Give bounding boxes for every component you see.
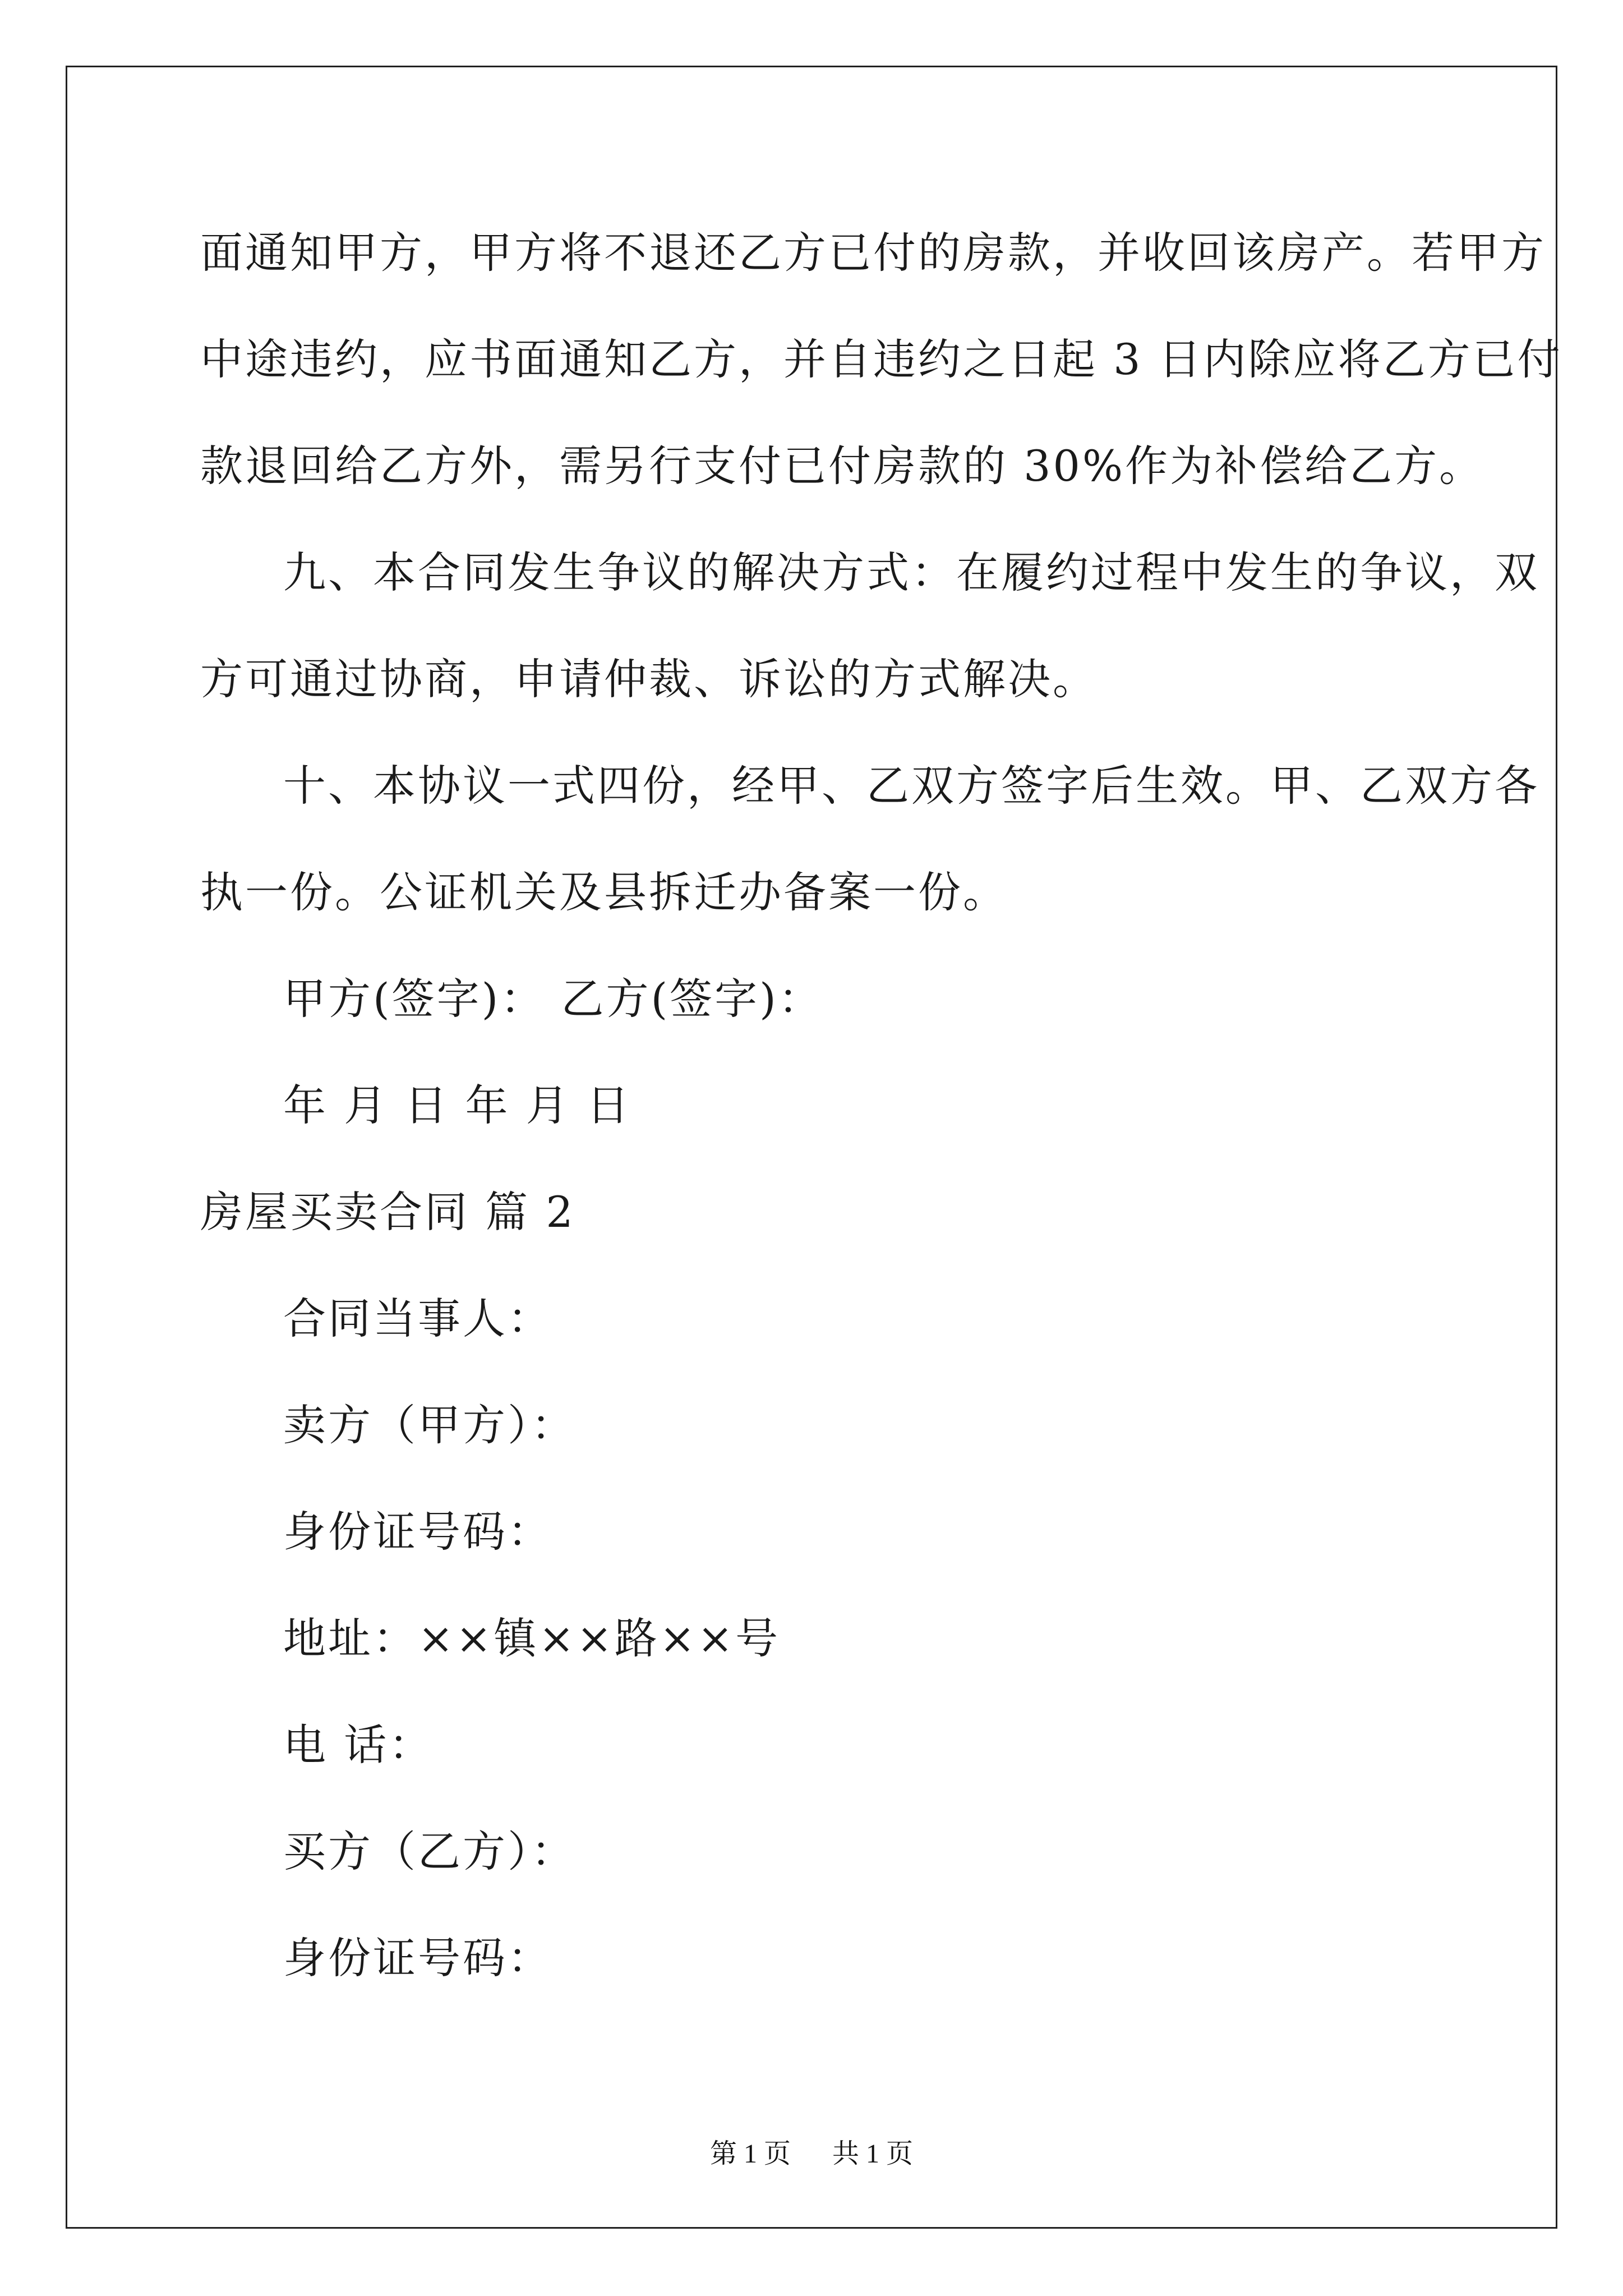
paragraph-line: 九、本合同发生争议的解决方式：在履约过程中发生的争议，双 (283, 547, 1539, 597)
paragraph-line: 方可通过协商，申请仲裁、诉讼的方式解决。 (200, 654, 1098, 704)
field-label: 电 话： (283, 1720, 434, 1770)
paragraph-line: 中途违约，应书面通知乙方，并自违约之日起 3 日内除应将乙方已付 (200, 334, 1562, 384)
page-frame (66, 66, 1557, 2229)
field-label: 身份证号码： (283, 1507, 552, 1557)
field-label: 合同当事人： (283, 1294, 552, 1343)
signature-line: 甲方(签字)： 乙方(签字)： (283, 974, 823, 1024)
paragraph-line: 执一份。公证机关及县拆迁办备案一份。 (200, 867, 1008, 917)
section-heading: 房屋买卖合同 篇 2 (200, 1187, 575, 1237)
page-number-current: 第 1 页 (709, 2139, 791, 2169)
paragraph-line: 款退回给乙方外，需另行支付已付房款的 30%作为补偿给乙方。 (200, 441, 1484, 491)
page-footer (0, 2132, 1623, 2170)
field-label: 地址：××镇××路××号 (283, 1613, 781, 1663)
field-label: 卖方（甲方）： (283, 1400, 576, 1450)
field-label: 身份证号码： (283, 1933, 552, 1983)
date-line: 年 月 日 年 月 日 (283, 1080, 631, 1130)
paragraph-line: 面通知甲方，甲方将不退还乙方已付的房款，并收回该房产。若甲方 (200, 228, 1546, 278)
paragraph-line: 十、本协议一式四份，经甲、乙双方签字后生效。甲、乙双方各 (283, 761, 1539, 811)
page-number-total: 共 1 页 (832, 2139, 914, 2169)
field-label: 买方（乙方）： (283, 1826, 576, 1876)
